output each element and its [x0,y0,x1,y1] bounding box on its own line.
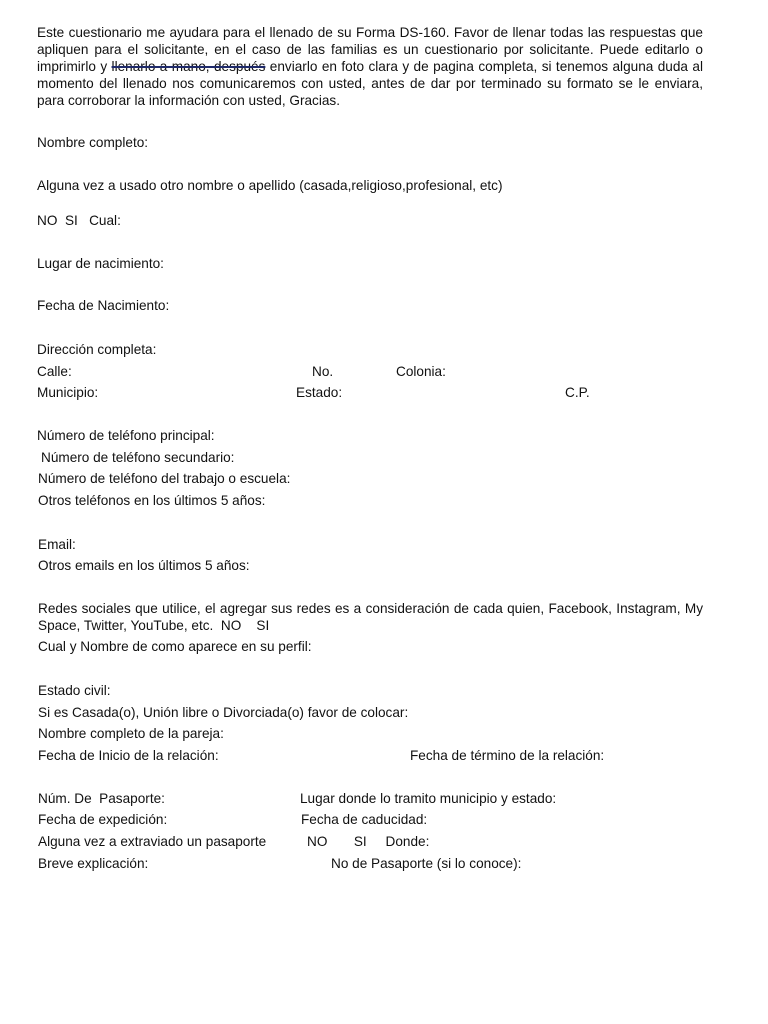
label-calle: Calle: [37,364,72,379]
label-fecha-inicio-relacion: Fecha de Inicio de la relación: [38,748,219,763]
label-fecha-nacimiento: Fecha de Nacimiento: [37,298,170,313]
label-fecha-termino-relacion: Fecha de término de la relación: [410,748,605,763]
label-municipio: Municipio: [37,385,99,400]
intro-paragraph [37,24,703,109]
label-extraviado-pasaporte: Alguna vez a extraviado un pasaporte [38,834,267,849]
label-telefono-secundario: Número de teléfono secundario: [41,450,235,465]
label-email: Email: [38,537,76,552]
intro-struck-text: llenarlo a mano, después [111,59,266,74]
label-extraviado-opciones: NO SI Donde: [307,834,430,849]
intro-text-1: Este cuestionario me ayudara para el llenado de su Forma DS-160. Favor de llenar todas las respuestas que apliquen para el solicitante, en el caso de las familias es un cuestionario por solicitante. Puede editarlo o imprimirlo y [37,25,703,74]
label-si-casada: Si es Casada(o), Unión libre o Divorciada(o) favor de colocar: [38,705,409,720]
label-colonia: Colonia: [396,364,446,379]
label-nombre-pareja: Nombre completo de la pareja: [38,726,224,741]
label-redes-cual: Cual y Nombre de como aparece en su perfil: [38,639,312,654]
label-no-pasaporte: No de Pasaporte (si lo conoce): [331,856,522,871]
label-num-pasaporte: Núm. De Pasaporte: [38,791,165,806]
label-fecha-caducidad: Fecha de caducidad: [301,812,428,827]
label-breve-explicacion: Breve explicación: [38,856,149,871]
label-nombre-completo: Nombre completo: [37,135,149,150]
label-telefono-trabajo: Número de teléfono del trabajo o escuela: [38,471,291,486]
label-fecha-expedicion: Fecha de expedición: [38,812,168,827]
label-numero: No. [312,364,334,379]
label-lugar-tramito: Lugar donde lo tramito municipio y estado: [300,791,557,806]
intro-text-2: enviarlo en foto clara y de pagina completa, si tenemos alguna duda al momento del llenado nos comunicaremos con usted, antes de dar por terminado su formato se le enviara, para corroborar la información con usted, Gracias. [37,59,703,108]
label-no-si-cual: NO SI Cual: [37,213,121,228]
label-direccion-completa: Dirección completa: [37,342,157,357]
label-lugar-nacimiento: Lugar de nacimiento: [37,256,164,271]
label-estado: Estado: [296,385,343,400]
label-otros-emails: Otros emails en los últimos 5 años: [38,558,250,573]
label-telefono-principal: Número de teléfono principal: [37,428,215,443]
label-estado-civil: Estado civil: [38,683,111,698]
label-codigo-postal: C.P. [565,385,590,400]
label-otros-telefonos: Otros teléfonos en los últimos 5 años: [38,493,266,508]
label-redes-sociales: Redes sociales que utilice, el agregar sus redes es a consideración de cada quien, Facebook, Instagram, My Space, Twitter, YouTube, etc. NO SI [38,601,707,633]
label-otro-nombre: Alguna vez a usado otro nombre o apellido (casada,religioso,profesional, etc) [37,178,503,193]
